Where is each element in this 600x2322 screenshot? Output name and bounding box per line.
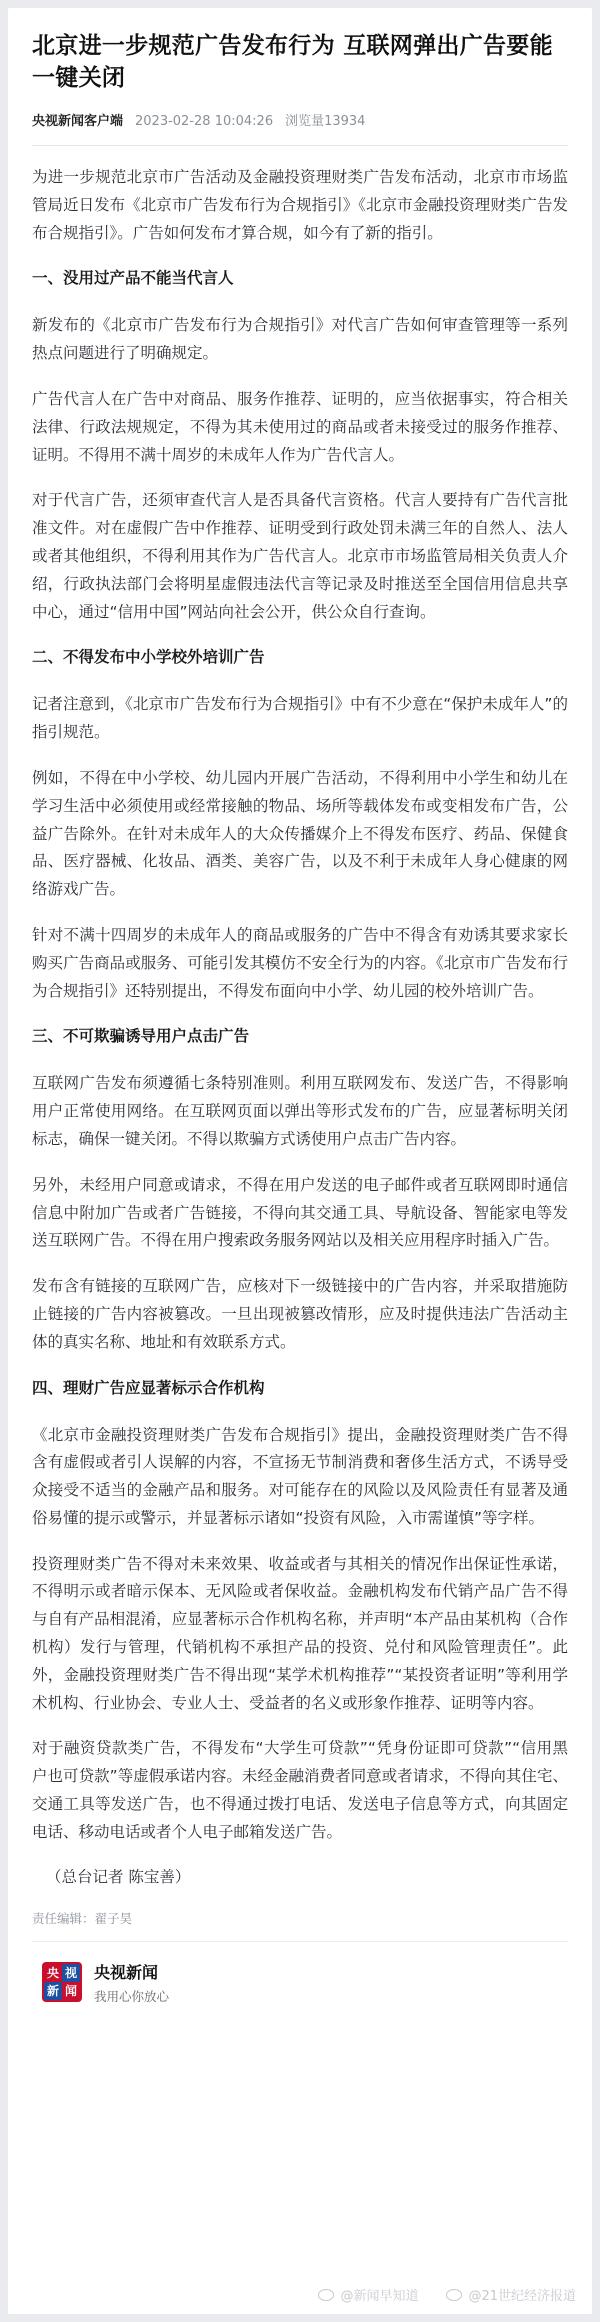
paragraph: 发布含有链接的互联网广告，应核对下一级链接中的广告内容，并采取措施防止链接的广告内容被篡改。一旦出现被篡改情形，应及时提供违法广告活动主体的真实名称、地址和有效联系方式。 [32, 1277, 568, 1351]
logo-char: 央 [46, 1966, 59, 1981]
publisher-name: 央视新闻 [94, 1962, 159, 1982]
reporter-signoff: （总台记者 陈宝善） [46, 1867, 191, 1886]
section-heading: 三、不可欺骗诱导用户点击广告 [32, 1027, 250, 1046]
watermark [318, 2285, 418, 2304]
article-content [8, 8, 592, 2005]
publisher-info [94, 1960, 169, 2005]
editor-name: 翟子昊 [94, 1910, 133, 1926]
paragraph: 针对不满十四周岁的未成年人的商品或服务的广告中不得含有劝诱其要求家长购买广告商品或服务、可能引发其模仿不安全行为的内容。《北京市广告发布行为合规指引》还特别提出，不得发布面向中小学、幼儿园的校外培训广告。 [32, 925, 568, 1000]
article-page [8, 8, 592, 2314]
watermarks [8, 2285, 592, 2304]
paragraph: 记者注意到，《北京市广告发布行为合规指引》中有不少意在“保护未成年人”的指引规范。 [32, 695, 568, 742]
cctv-news-logo [42, 1962, 82, 2002]
paragraph: 另外，未经用户同意或请求，不得在用户发送的电子邮件或者互联网即时通信信息中附加广告或者广告链接，不得向其交通工具、导航设备、智能家电等发送互联网广告。不得在用户搜索政务服务网站以及相关应用程序时插入广告。 [32, 1175, 568, 1250]
watermark [446, 2285, 576, 2304]
paragraph: 为进一步规范北京市广告活动及金融投资理财类广告发布活动，北京市市场监管局近日发布《北京市广告发布行为合规指引》《北京市金融投资理财类广告发布合规指引》。广告如何发布才算合规，如今有了新的指引。 [32, 168, 568, 242]
editor-label: 责任编辑： [32, 1910, 95, 1926]
paragraph: 新发布的《北京市广告发布行为合规指引》对代言广告如何审查管理等一系列热点问题进行了明确规定。 [32, 316, 568, 363]
section-heading: 四、理财广告应显著标示合作机构 [32, 1378, 265, 1397]
article-source[interactable]: 央视新闻客户端 [32, 114, 124, 129]
article-views: 浏览量13934 [285, 114, 366, 129]
article-meta [32, 110, 568, 129]
paragraph: 对于融资贷款类广告，不得发布“大学生可贷款”“凭身份证即可贷款”“信用黑户也可贷款”等虚假承诺内容。未经金融消费者同意或者请求，不得向其住宅、交通工具等发送广告，也不得通过拨打电话、发送电子信息等方式，向其固定电话、移动电话或者个人电子邮箱发送广告。 [32, 1739, 568, 1841]
logo-char: 闻 [64, 1984, 77, 1999]
publisher-slogan: 我用心你放心 [94, 1988, 170, 2004]
watermark-text: @新闻早知道 [340, 2289, 419, 2304]
section-heading: 二、不得发布中小学校外培训广告 [32, 648, 265, 667]
article-datetime: 2023-02-28 10:04:26 [135, 114, 274, 129]
weibo-icon [446, 2289, 462, 2301]
paragraph: 互联网广告发布须遵循七条特别准则。利用互联网发布、发送广告，不得影响用户正常使用网络。在互联网页面以弹出等形式发布的广告，应显著标明关闭标志，确保一键关闭。不得以欺骗方式诱使用户点击广告内容。 [32, 1074, 568, 1148]
divider [32, 145, 568, 146]
weibo-icon [318, 2289, 334, 2301]
paragraph: 广告代言人在广告中对商品、服务作推荐、证明的，应当依据事实，符合相关法律、行政法规规定，不得为其未使用过的商品或者未接受过的服务作推荐、证明。不得用不满十周岁的未成年人作为广告代言人。 [32, 389, 568, 464]
logo-char: 视 [62, 1964, 80, 1982]
section-heading: 一、没用过产品不能当代言人 [32, 269, 234, 288]
logo-char: 新 [44, 1982, 62, 2000]
paragraph: 例如，不得在中小学校、幼儿园内开展广告活动，不得利用中小学生和幼儿在学习生活中必须使用或经常接触的物品、场所等载体发布或变相发布广告，公益广告除外。在针对未成年人的大众传播媒介上不得发布医疗、药品、保健食品、医疗器械、化妆品、酒类、美容广告，以及不利于未成年人身心健康的网络游戏广告。 [32, 768, 568, 899]
divider [32, 1941, 568, 1942]
paragraph: 《北京市金融投资理财类广告发布合规指引》提出，金融投资理财类广告不得含有虚假或者引人误解的内容，不宣扬无节制消费和奢侈生活方式，不诱导受众接受不适当的金融产品和服务。对可能存在的风险以及风险责任有显著及通俗易懂的提示或警示，并显著标示诸如“投资有风险，入市需谨慎”等字样。 [32, 1425, 568, 1527]
article-body [32, 164, 568, 1847]
watermark-text: @21世纪经济报道 [468, 2289, 576, 2304]
responsible-editor [32, 1909, 568, 1927]
publisher-footer[interactable] [32, 1960, 568, 2005]
article-title: 北京进一步规范广告发布行为 互联网弹出广告要能一键关闭 [32, 33, 553, 91]
paragraph: 投资理财类广告不得对未来效果、收益或者与其相关的情况作出保证性承诺，不得明示或者暗示保本、无风险或者保收益。金融机构发布代销产品广告不得与自有产品相混淆，应显著标示合作机构名称，并声明“本产品由某机构（合作机构）发行与管理，代销机构不承担产品的投资、兑付和风险管理责任”。此外，金融投资理财类广告不得出现“某学术机构推荐”“某投资者证明”等利用学术机构、行业协会、专业人士、受益者的名义或形象作推荐、证明等内容。 [32, 1554, 568, 1712]
paragraph: 对于代言广告，还须审查代言人是否具备代言资格。代言人要持有广告代言批准文件。对在虚假广告中作推荐、证明受到行政处罚未满三年的自然人、法人或者其他组织，不得利用其作为广告代言人。北京市市场监管局相关负责人介绍，行政执法部门会将明星虚假违法代言等记录及时推送至全国信用信息共享中心，通过“信用中国”网站向社会公开，供公众自行查询。 [32, 491, 568, 621]
